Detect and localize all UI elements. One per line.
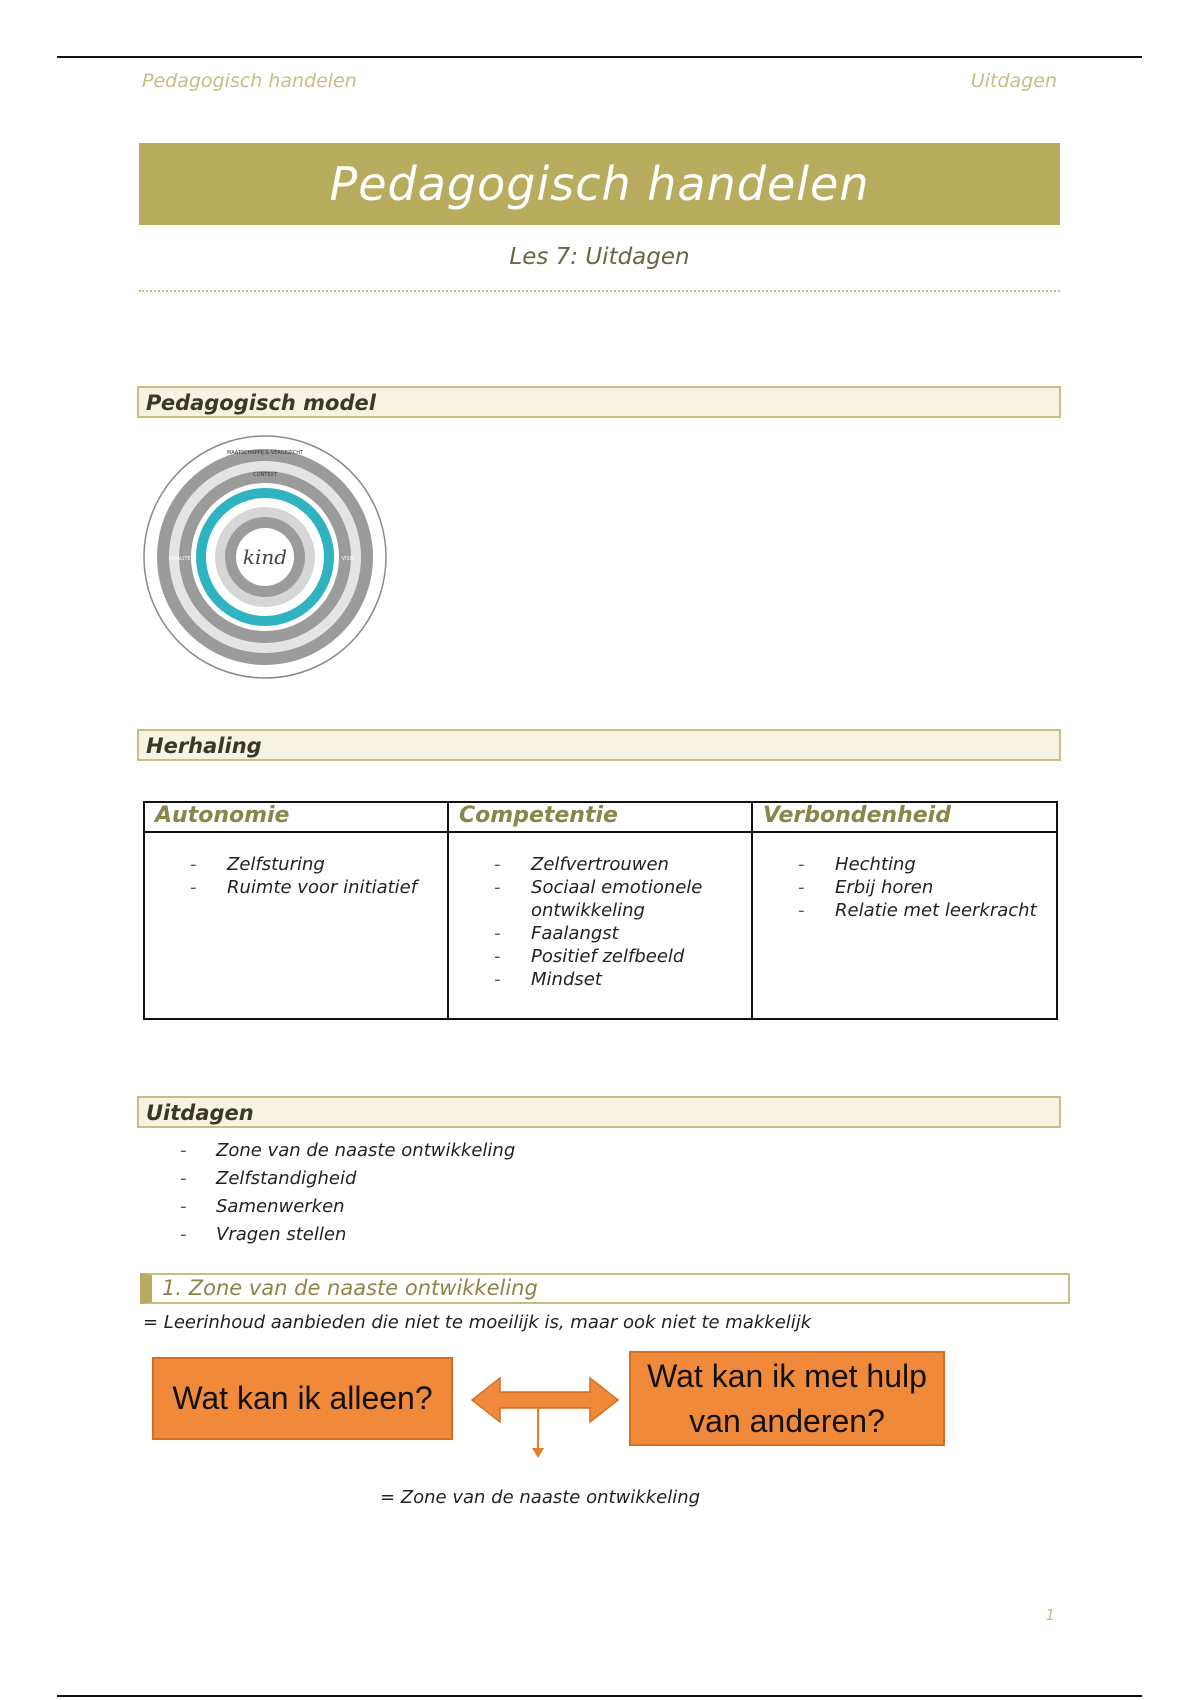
list-item: - Faalangst [494,922,751,945]
definition-text: = Leerinhoud aanbieden die niet te moeilijk is, maar ook niet te makkelijk [143,1312,812,1333]
section-heading-uitdagen: Uitdagen [137,1096,1061,1128]
uitdagen-list [180,1137,515,1249]
model-label-vision: VISIE [341,556,355,562]
list-item: - Samenwerken [180,1193,515,1221]
table-cell-competentie [448,832,752,1019]
running-header-right: Uitdagen [970,70,1057,92]
list-item: - Sociaal emotionele ontwikkeling [494,876,751,922]
list-item: - Mindset [494,968,751,991]
list-item: - Relatie met leerkracht [798,899,1056,922]
page-subtitle: Les 7: Uitdagen [509,244,690,270]
list-item: - Ruimte voor initiatief [190,876,447,899]
column-header-verbondenheid: Verbondenheid [752,802,1057,832]
page-number: 1 [1045,1606,1055,1624]
table-header-row [144,802,1057,832]
model-label-society: MAATSCHAPPIJ & VERGEZICHT [226,450,304,456]
model-label-context: CONTEXT [253,472,277,478]
list-item: - Zelfsturing [190,853,447,876]
running-header-left: Pedagogisch handelen [142,70,357,92]
autonomie-list [190,853,447,899]
table-cell-autonomie [144,832,448,1019]
list-item: - Zelfvertrouwen [494,853,751,876]
double-arrow-shape [472,1378,618,1422]
column-header-competentie: Competentie [448,802,752,832]
box-with-help: Wat kan ik met hulp van anderen? [629,1351,945,1446]
subsection-heading-zone: 1. Zone van de naaste ontwikkeling [140,1273,1070,1304]
model-center-label: kind [242,545,288,569]
down-arrow-head-icon [532,1448,544,1458]
double-arrow-icon [470,1370,620,1460]
list-item: - Zone van de naaste ontwikkeling [180,1137,515,1165]
pedagogisch-model-diagram [140,432,390,682]
page-title: Pedagogisch handelen [329,157,870,211]
verbondenheid-list [798,853,1056,922]
box-alone: Wat kan ik alleen? [152,1357,453,1440]
table-row [144,832,1057,1019]
herhaling-table [143,801,1058,1020]
competentie-list [494,853,751,991]
dotted-divider [139,290,1060,292]
section-heading-model: Pedagogisch model [137,386,1061,418]
list-item: - Vragen stellen [180,1221,515,1249]
zone-label: = Zone van de naaste ontwikkeling [380,1487,701,1508]
list-item: - Hechting [798,853,1056,876]
title-banner [139,143,1060,225]
model-label-quality: KWALITEIT [168,556,196,562]
column-header-autonomie: Autonomie [144,802,448,832]
list-item: - Zelfstandigheid [180,1165,515,1193]
section-heading-herhaling: Herhaling [137,729,1061,761]
table-cell-verbondenheid [752,832,1057,1019]
bottom-rule [57,1695,1142,1697]
list-item: - Erbij horen [798,876,1056,899]
top-rule [57,56,1142,58]
list-item: - Positief zelfbeeld [494,945,751,968]
